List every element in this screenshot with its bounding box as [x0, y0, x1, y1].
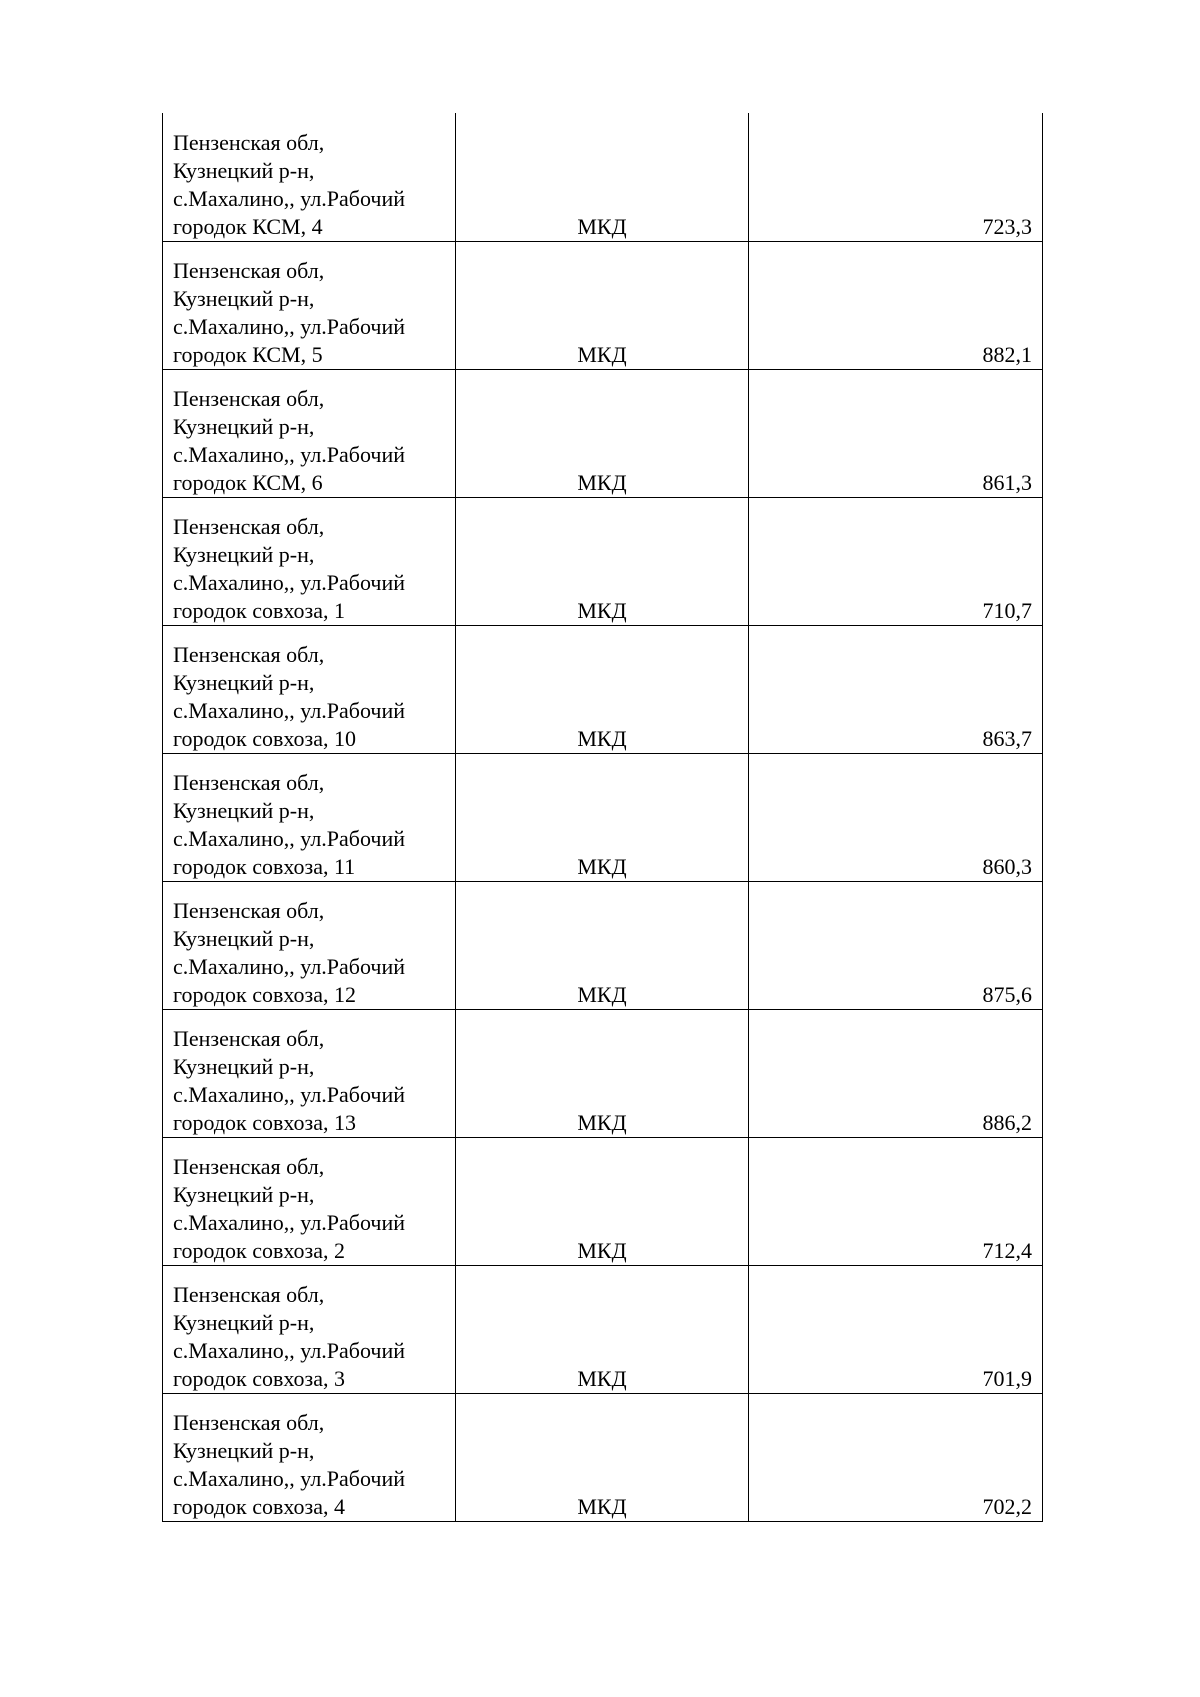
area-cell: 701,9	[749, 1265, 1043, 1393]
building-type-cell: МКД	[456, 1009, 749, 1137]
table-row	[163, 1393, 1043, 1521]
building-type-cell: МКД	[456, 497, 749, 625]
address-cell: Пензенская обл, Кузнецкий р-н, с.Махалино,, ул.Рабочий городок совхоза, 4	[163, 1393, 456, 1521]
area-cell: 723,3	[749, 113, 1043, 241]
table-body	[163, 113, 1043, 1521]
address-cell: Пензенская обл, Кузнецкий р-н, с.Махалино,, ул.Рабочий городок совхоза, 10	[163, 625, 456, 753]
table-row	[163, 753, 1043, 881]
building-type-cell: МКД	[456, 113, 749, 241]
table-row	[163, 497, 1043, 625]
address-cell: Пензенская обл, Кузнецкий р-н, с.Махалино,, ул.Рабочий городок КСМ, 5	[163, 241, 456, 369]
area-cell: 886,2	[749, 1009, 1043, 1137]
building-type-cell: МКД	[456, 625, 749, 753]
address-cell: Пензенская обл, Кузнецкий р-н, с.Махалино,, ул.Рабочий городок совхоза, 13	[163, 1009, 456, 1137]
area-cell: 861,3	[749, 369, 1043, 497]
table-row	[163, 1137, 1043, 1265]
area-cell: 710,7	[749, 497, 1043, 625]
area-cell: 863,7	[749, 625, 1043, 753]
area-cell: 712,4	[749, 1137, 1043, 1265]
address-cell: Пензенская обл, Кузнецкий р-н, с.Махалино,, ул.Рабочий городок совхоза, 11	[163, 753, 456, 881]
table-row	[163, 113, 1043, 241]
address-cell: Пензенская обл, Кузнецкий р-н, с.Махалино,, ул.Рабочий городок КСМ, 4	[163, 113, 456, 241]
building-type-cell: МКД	[456, 1265, 749, 1393]
table-row	[163, 1009, 1043, 1137]
building-type-cell: МКД	[456, 881, 749, 1009]
area-cell: 882,1	[749, 241, 1043, 369]
address-cell: Пензенская обл, Кузнецкий р-н, с.Махалино,, ул.Рабочий городок КСМ, 6	[163, 369, 456, 497]
area-cell: 702,2	[749, 1393, 1043, 1521]
building-type-cell: МКД	[456, 753, 749, 881]
table-row	[163, 625, 1043, 753]
area-cell: 860,3	[749, 753, 1043, 881]
table-row	[163, 1265, 1043, 1393]
table-row	[163, 369, 1043, 497]
building-type-cell: МКД	[456, 241, 749, 369]
building-type-cell: МКД	[456, 1393, 749, 1521]
address-cell: Пензенская обл, Кузнецкий р-н, с.Махалино,, ул.Рабочий городок совхоза, 12	[163, 881, 456, 1009]
table-row	[163, 881, 1043, 1009]
address-cell: Пензенская обл, Кузнецкий р-н, с.Махалино,, ул.Рабочий городок совхоза, 1	[163, 497, 456, 625]
address-cell: Пензенская обл, Кузнецкий р-н, с.Махалино,, ул.Рабочий городок совхоза, 2	[163, 1137, 456, 1265]
address-cell: Пензенская обл, Кузнецкий р-н, с.Махалино,, ул.Рабочий городок совхоза, 3	[163, 1265, 456, 1393]
table-row	[163, 241, 1043, 369]
building-type-cell: МКД	[456, 1137, 749, 1265]
housing-registry-table	[162, 113, 1043, 1522]
building-type-cell: МКД	[456, 369, 749, 497]
area-cell: 875,6	[749, 881, 1043, 1009]
